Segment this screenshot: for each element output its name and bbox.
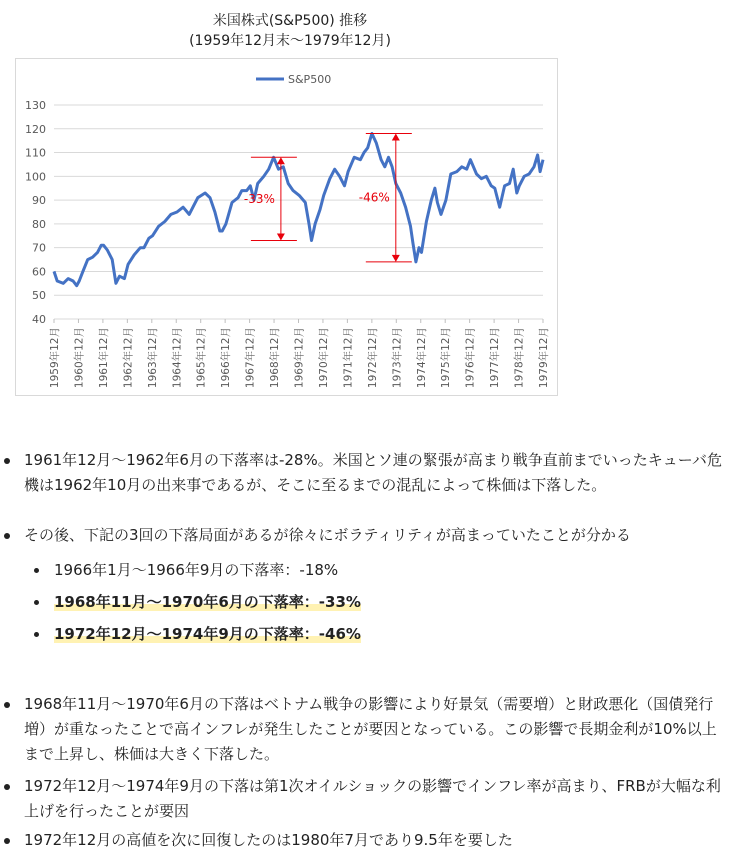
x-tick-label: 1977年12月 [489,327,502,389]
legend-label: S&P500 [288,73,332,86]
y-tick-label: 40 [32,313,46,326]
sub-bullet-item [54,622,724,692]
y-tick-label: 50 [32,289,46,303]
x-tick-label: 1963年12月 [146,327,159,389]
sub-bullet-text-highlight: 1968年11月〜1970年6月の下落率：-33% [54,593,361,611]
x-tick-label: 1965年12月 [195,327,208,389]
x-tick-label: 1972年12月 [366,327,379,389]
x-tick-label: 1962年12月 [122,327,135,389]
y-tick-label: 100 [25,170,46,184]
bullet-dot [4,838,10,844]
bullet-item [24,692,724,774]
sub-bullet-text-highlight: 1972年12月〜1974年9月の下落率：-46% [54,625,361,643]
annotation-label: -46% [358,190,390,205]
y-tick-label: 110 [25,146,46,160]
bullet-item [24,523,724,558]
x-tick-label: 1975年12月 [440,327,453,389]
x-tick-label: 1969年12月 [293,327,306,389]
grid-lines [54,105,543,319]
sp500-series-line [54,134,543,286]
x-tick-label: 1964年12月 [171,327,184,389]
bullet-text: 1968年11月〜1970年6月の下落はベトナム戦争の影響により好景気（需要増）と財政悪化（国債発行増）が重なったことで高インフレが発生したことが要因となっている。この影響で長期金利が10%以上まで上昇し、株価は大きく下落した。 [24,695,717,763]
bullet-dot [4,458,10,464]
y-axis-ticks [25,99,46,326]
bullet-text: 1972年12月の高値を次に回復したのは1980年7月であり9.5年を要した [24,831,513,849]
annotation-arrowhead [277,157,285,164]
annotation-label: -33% [243,191,275,206]
y-tick-label: 80 [32,217,46,231]
x-tick-label: 1968年12月 [269,327,282,389]
x-tick-label: 1961年12月 [97,327,110,389]
y-tick-label: 130 [25,99,46,112]
sp500-line-chart [16,59,557,395]
bullet-dot [4,533,10,539]
bullet-item [24,774,724,828]
sub-bullet-item [54,558,724,590]
bullet-dot [34,600,39,605]
x-tick-label: 1959年12月 [49,327,61,389]
chart-area [15,58,558,396]
chart-title: 米国株式(S&P500) 推移 [212,13,368,29]
bullet-text: 1972年12月〜1974年9月の下落は第1次オイルショックの影響でインフレ率が高まり、FRBが大幅な利上げを行ったことが要因 [24,777,721,820]
x-tick-label: 1973年12月 [391,327,404,389]
legend [256,73,331,86]
sub-list [54,558,724,692]
annotation-arrowhead [392,134,400,141]
commentary-list [0,448,724,853]
bullet-item [24,448,724,523]
x-tick-label: 1966年12月 [220,327,233,389]
x-tick-label: 1971年12月 [342,327,355,389]
sub-bullet-item [54,590,724,622]
sub-bullet-text: 1966年1月〜1966年9月の下落率：-18% [54,561,339,579]
y-tick-label: 120 [25,122,46,136]
x-tick-label: 1970年12月 [317,327,330,389]
y-tick-label: 70 [32,241,46,255]
sub-list-container [24,558,724,692]
bullet-text: その後、下記の3回の下落局面があるが徐々にボラティリティが高まっていたことが分かる [24,526,631,544]
y-tick-label: 90 [32,194,46,208]
bullet-dot [4,784,10,790]
annotation-arrowhead [277,234,285,241]
annotation-arrowhead [392,255,400,262]
bullet-text: 1961年12月〜1962年6月の下落率は-28%。米国とソ連の緊張が高まり戦争直前までいったキューバ危機は1962年10月の出来事であるが、そこに至るまでの混乱によって株価は下落した。 [24,451,722,494]
x-tick-label: 1976年12月 [464,327,477,389]
bullet-item [24,828,724,853]
chart-subtitle: (1959年12月末〜1979年12月) [189,33,391,49]
x-tick-label: 1979年12月 [538,327,550,389]
bullet-dot [34,632,39,637]
x-tick-label: 1960年12月 [73,327,86,389]
x-axis-ticks [48,319,550,388]
bullet-dot [4,702,10,708]
y-tick-label: 60 [32,265,46,279]
x-tick-label: 1967年12月 [244,327,257,389]
x-tick-label: 1974年12月 [415,327,428,389]
x-tick-label: 1978年12月 [513,327,526,389]
bullet-dot [34,568,39,573]
